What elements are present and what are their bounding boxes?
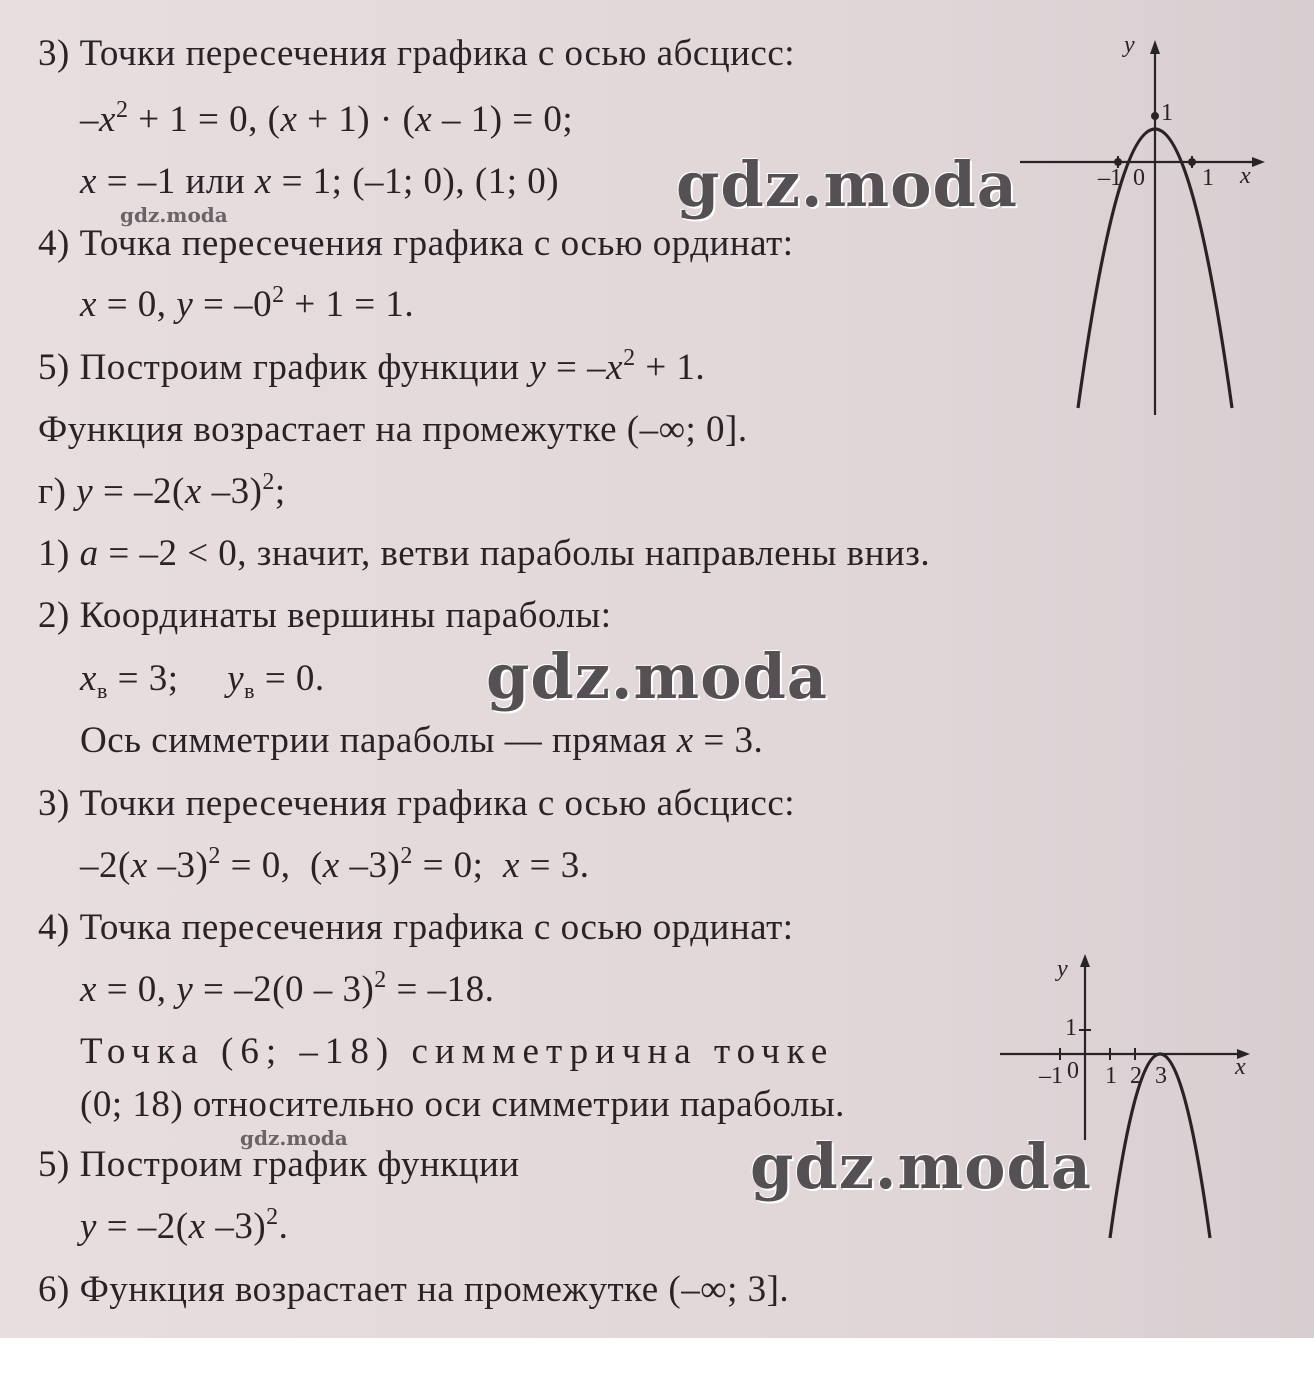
text-line-10: 2) Координаты вершины параболы: bbox=[38, 595, 612, 636]
bottom-white-strip bbox=[0, 1338, 1314, 1375]
watermark-large-1: gdz.moda bbox=[676, 148, 1018, 221]
text-line-1: 3) Точки пересечения графика с осью абсцисс: bbox=[38, 33, 796, 74]
graph2-y-arrow bbox=[1080, 954, 1090, 967]
text-line-14: –2(x –3)$^2$ = 0, (x –3)$^2$ = 0; x = 3. bbox=[80, 843, 590, 886]
graph1-y-arrow bbox=[1150, 40, 1160, 54]
text-line-19: 5) Построим график функции bbox=[38, 1144, 520, 1185]
watermark-small-1: gdz.moda bbox=[120, 203, 228, 227]
graph-parabola-1 bbox=[1020, 30, 1280, 420]
graph2-tick-3: 3 bbox=[1155, 1063, 1167, 1089]
watermark-large-2: gdz.moda bbox=[486, 640, 828, 713]
graph1-x-arrow bbox=[1252, 157, 1265, 167]
text-line-2: $-x^2 + 1 = 0$, (x + 1) · (x – 1) = 0; bbox=[80, 97, 574, 140]
text-line-12: Ось симметрии параболы — прямая x = 3. bbox=[80, 720, 764, 761]
watermark-large-3: gdz.moda bbox=[750, 1130, 1092, 1203]
watermark-small-2: gdz.moda bbox=[240, 1126, 348, 1150]
graph2-y-label: y bbox=[1057, 956, 1068, 982]
graph2-x-label: x bbox=[1235, 1054, 1246, 1080]
text-line-9: 1) a = –2 < 0, значит, ветви параболы направлены вниз. bbox=[38, 533, 931, 574]
text-line-3: x = –1 или x = 1; (–1; 0), (1; 0) bbox=[80, 161, 560, 202]
graph1-tick-y1: 1 bbox=[1161, 100, 1173, 126]
graph2-tick-y1: 1 bbox=[1065, 1015, 1077, 1041]
text-line-21: 6) Функция возрастает на промежутке (–∞; 3]. bbox=[38, 1269, 790, 1310]
graph1-root-right bbox=[1188, 158, 1196, 166]
text-line-18: (0; 18) относительно оси симметрии параболы. bbox=[80, 1084, 845, 1125]
graph2-tick-neg1: –1 bbox=[1039, 1063, 1063, 1089]
graph1-vertex bbox=[1151, 112, 1159, 120]
text-line-6: 5) Построим график функции $y = -x^2 + 1$. bbox=[38, 345, 706, 388]
graph1-x-label: x bbox=[1240, 163, 1251, 189]
graph1-tick-neg1: –1 bbox=[1098, 165, 1122, 191]
text-line-15: 4) Точка пересечения графика с осью ординат: bbox=[38, 907, 794, 948]
text-line-16: x = 0, y = –2(0 – 3)$^2$ = –18. bbox=[80, 967, 495, 1010]
graph2-tick-2: 2 bbox=[1130, 1063, 1142, 1089]
text-line-13: 3) Точки пересечения графика с осью абсцисс: bbox=[38, 783, 796, 824]
text-line-7: Функция возрастает на промежутке (–∞; 0]. bbox=[38, 409, 748, 450]
graph1-y-label: y bbox=[1124, 32, 1135, 58]
graph2-tick-1: 1 bbox=[1105, 1063, 1117, 1089]
graph1-tick-0: 0 bbox=[1133, 165, 1145, 191]
graph2-tick-0: 0 bbox=[1067, 1058, 1079, 1084]
text-line-17: Точка (6; –18) симметрична точке bbox=[80, 1031, 835, 1072]
text-line-20: y = –2(x –3)$^2$. bbox=[80, 1204, 289, 1247]
graph1-tick-1: 1 bbox=[1202, 165, 1214, 191]
text-line-11: $x_в = 3$; $y_в = 0$. bbox=[80, 658, 325, 703]
text-line-5: x = 0, $y = -0^2 + 1 = 1$. bbox=[80, 282, 415, 325]
graph-parabola-2 bbox=[995, 950, 1265, 1250]
text-line-8: г) y = –2(x –3)$^2$; bbox=[38, 469, 286, 512]
text-line-4: 4) Точка пересечения графика с осью ординат: bbox=[38, 223, 794, 264]
